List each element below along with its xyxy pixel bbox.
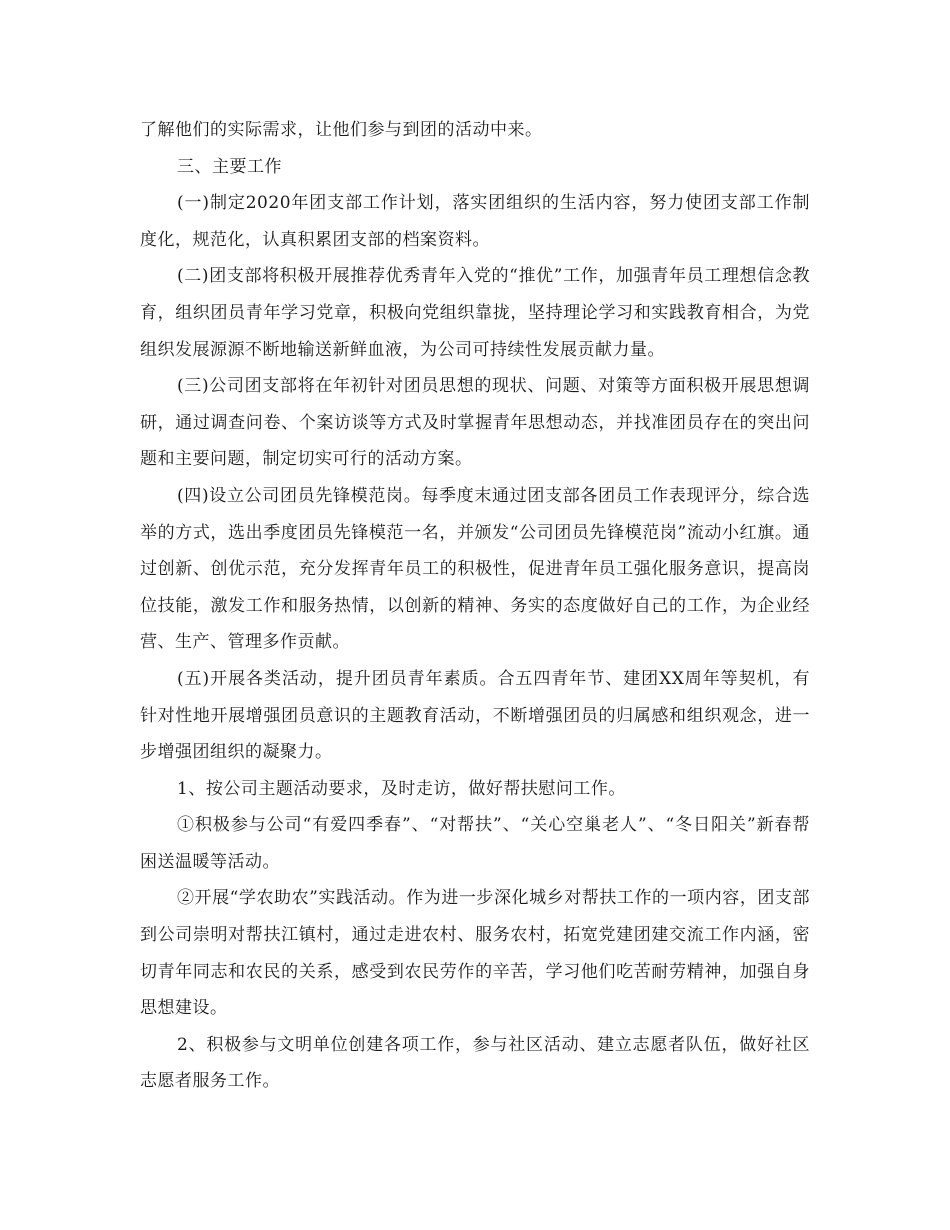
paragraph-subitem-1: 1、按公司主题活动要求，及时走访，做好帮扶慰问工作。 <box>177 778 626 799</box>
paragraph-continuation: 了解他们的实际需求，让他们参与到团的活动中来。 <box>140 120 543 140</box>
section-heading-main-work: 三、主要工作 <box>177 156 282 177</box>
paragraph-item-1: (一)制定2020年团支部工作计划，落实团组织的生活内容，努力使团支部工作制度化，规范化，认真积累团支部的档案资料。 <box>140 193 810 250</box>
paragraph-subitem-2: 2、积极参与文明单位创建各项工作，参与社区活动、建立志愿者队伍，做好社区志愿者服务工作。 <box>140 1034 810 1092</box>
paragraph-subitem-1-b: ②开展“学农助农”实践活动。作为进一步深化城乡对帮扶工作的一项内容，团支部到公司崇明对帮扶江镇村，通过走进农村、服务农村，拓宽党建团建交流工作内涵，密切青年同志和农民的关系，感受到农民劳作的辛苦，学习他们吃苦耐劳精神，加强自身思想建设。 <box>140 888 810 1019</box>
paragraph-item-4: (四)设立公司团员先锋模范岗。每季度末通过团支部各团员工作表现评分，综合选举的方式，选出季度团员先锋模范一名，并颁发“公司团员先锋模范岗”流动小红旗。通过创新、创优示范，充分发挥青年员工的积极性，促进青年员工强化服务意识，提高岗位技能，激发工作和服务热情，以创新的精神、务实的态度做好自己的工作，为企业经营、生产、管理多作贡献。 <box>140 485 810 653</box>
paragraph-subitem-1-a: ①积极参与公司“有爱四季春”、“对帮扶”、“关心空巢老人”、“冬日阳关”新春帮困送温暖等活动。 <box>140 815 810 872</box>
paragraph-item-3: (三)公司团支部将在年初针对团员思想的现状、问题、对策等方面积极开展思想调研，通过调查问卷、个案访谈等方式及时掌握青年思想动态，并找准团员存在的突出问题和主要问题，制定切实可行的活动方案。 <box>140 376 810 470</box>
document-body <box>140 112 810 1100</box>
paragraph-item-5: (五)开展各类活动，提升团员青年素质。合五四青年节、建团XX周年等契机，有针对性地开展增强团员意识的主题教育活动，不断增强团员的归属感和组织观念，进一步增强团组织的凝聚力。 <box>140 668 810 763</box>
paragraph-item-2: (二)团支部将积极开展推荐优秀青年入党的“推优”工作，加强青年员工理想信念教育，组织团员青年学习党章，积极向党组织靠拢，坚持理论学习和实践教育相合，为党组织发展源源不断地输送新鲜血液，为公司可持续性发展贡献力量。 <box>140 266 810 360</box>
